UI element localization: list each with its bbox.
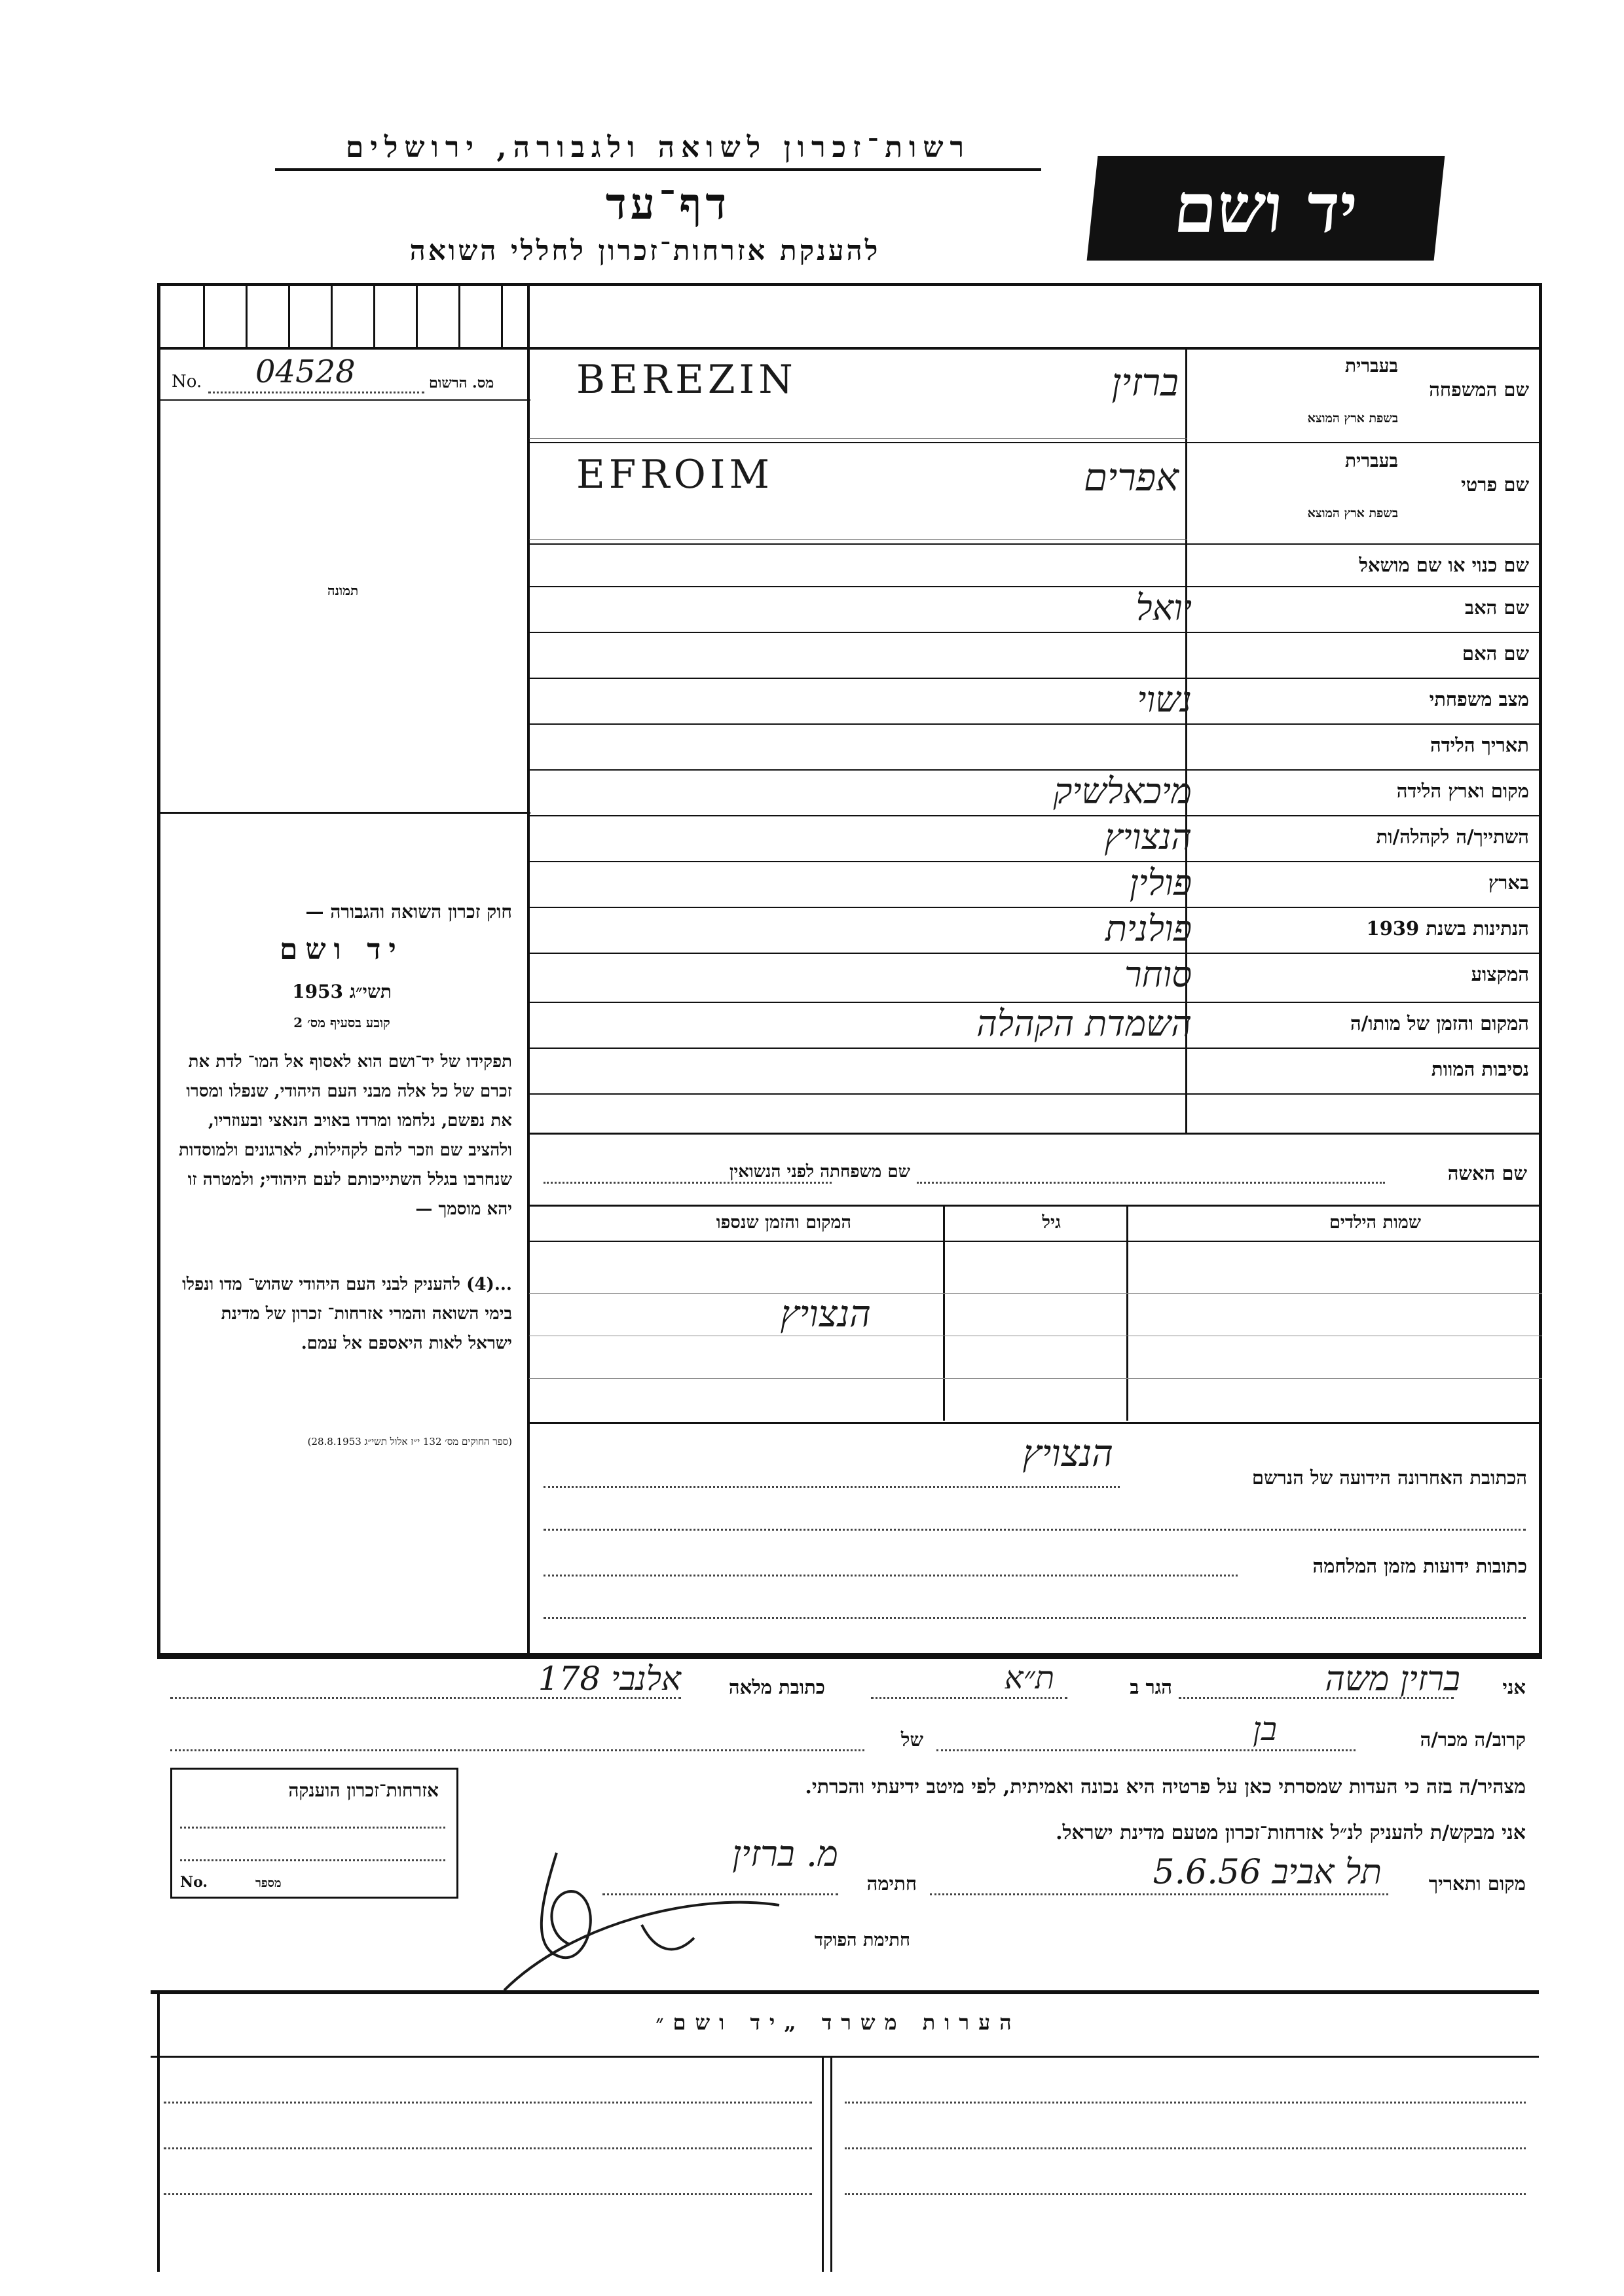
declarant-i-label: אני: [1502, 1676, 1526, 1698]
last-address-value: הנצויץ: [1022, 1432, 1113, 1475]
declaration-text: מצהיר/ה בזה כי העדות שמסרתי כאן על פרטיה היא נכונה ואמיתית, לפי מיטב ידיעתי והכרתי.: [805, 1776, 1526, 1798]
registration-number: 04528: [255, 354, 356, 390]
field-label: נסיבות המוות: [1431, 1058, 1529, 1080]
form-subtitle: להענקת אזרחות־זכרון לחללי השואה: [409, 234, 881, 266]
field-sublabel-origin-language: בשפת ארץ המוצא: [1307, 411, 1398, 426]
office-notes-title: הערות משרד „יד ושם״: [655, 2010, 1021, 2035]
declarant-address: אלנבי 178: [538, 1660, 681, 1698]
field-value: סוחר: [1124, 954, 1192, 995]
field-label: מצב משפחתי: [1429, 688, 1529, 710]
relative-label: קרוב/ה מכר/ה: [1420, 1728, 1526, 1751]
law-year: תשי״ג 1953: [292, 981, 392, 1002]
field-value: יואל: [1135, 587, 1192, 629]
field-label: שם האב: [1464, 596, 1529, 619]
registration-label: מס. הרשום: [429, 374, 494, 392]
law-name: יד ושם: [280, 933, 404, 966]
field-value: נשוי: [1137, 679, 1192, 720]
field-label: בארץ: [1488, 871, 1529, 894]
of-label: של: [900, 1728, 923, 1751]
field-label: המקום והזמן של מותו/ה: [1350, 1012, 1529, 1034]
wife-maiden-label: שם משפחתה לפני הנשואין: [729, 1162, 910, 1182]
request-text: אני מבקש/ת להעניק לנ״ל אזרחות־זכרון מטעם מדינת ישראל.: [1056, 1821, 1526, 1844]
field-label: תאריך הלידה: [1430, 734, 1529, 756]
field-value-hebrew: ברזין: [1111, 360, 1179, 405]
place-date-value: תל אביב 5.6.56: [1153, 1853, 1382, 1892]
law-footnote: (ספר החוקים מס׳ 132 י״ז אלול תשי״ג 28.8.1953): [307, 1436, 512, 1448]
children-age-header: גיל: [1042, 1212, 1061, 1233]
field-value-latin: EFROIM: [576, 452, 773, 498]
officer-signature-scribble: [478, 1827, 819, 2036]
declarant-signature: מ. ברזין: [732, 1833, 838, 1874]
authority-heading: רשות־זכרון לשואה ולגבורה, ירושלים: [275, 131, 1041, 171]
field-value: פולין: [1129, 862, 1192, 903]
citizenship-title: אזרחות־זכרון הוענקה: [288, 1779, 439, 1801]
yad-vashem-logo: יד ושם: [1087, 156, 1445, 261]
field-value: הנצויץ: [1104, 816, 1192, 858]
declarant-name: ברזין משה: [1325, 1660, 1460, 1699]
photo-label: תמונה: [327, 583, 359, 598]
field-label: הנתינות בשנת 1939: [1366, 917, 1529, 939]
field-label: שם האם: [1462, 642, 1529, 665]
law-title: חוק זכרון השואה והגבורה —: [305, 901, 512, 922]
citizenship-no-label: No.: [180, 1874, 208, 1891]
signature-label: חתימה: [866, 1872, 917, 1895]
field-label: השתייך/ה לקהלה/ות: [1376, 826, 1529, 848]
field-label: המקצוע: [1471, 963, 1529, 985]
field-label: מקום וארץ הלידה: [1396, 780, 1529, 802]
law-text-1: תפקידו של יד־ושם הוא לאסוף אל המו־ לדת את זכרם של כל אלה מבני העם היהודי, שנפלו ומסרו את נפשם, נלחמו ומרדו באויב הנאצי ובעוזריו, ולהציב שם וזכר להם לקהילות, לארגונים ולמוסדות שנחרבו בגלל השתייכותם לעם היהודי; ולמטרה זו יהא מוסמך —: [178, 1052, 512, 1219]
field-value-hebrew: אפרים: [1083, 455, 1179, 500]
field-label: שם כנוי או שם מושאל: [1359, 554, 1529, 576]
place-date-label: מקום ותאריך: [1428, 1872, 1526, 1895]
registration-no-label: No.: [172, 372, 202, 392]
field-value: פולנית: [1105, 908, 1192, 949]
field-label: שם פרטי: [1461, 473, 1529, 496]
last-address-label: הכתובת האחרונה הידועה של הנרשם: [1251, 1467, 1527, 1489]
officer-signature-label: חתימת הפוקד: [815, 1930, 910, 1950]
declarant-lives-label: הגר ב: [1130, 1676, 1172, 1698]
field-value: השמדת הקהלה: [976, 1003, 1192, 1044]
citizenship-number-label: מספר: [255, 1876, 282, 1890]
wife-label: שם האשה: [1447, 1162, 1527, 1184]
wartime-address-label: כתובות ידועות מזמן המלחמה: [1312, 1555, 1527, 1577]
declarant-city: ת״א: [1004, 1660, 1054, 1696]
full-address-label: כתובת מלאה: [728, 1676, 825, 1698]
form-title: דף־עד: [605, 178, 731, 229]
field-value: מיכאלשיק: [1053, 771, 1192, 812]
law-text-2: ...(4) להעניק לבני העם היהודי שהוש־ מדו ונפלו בימי השואה והמרי אזרחות־ זכרון של מדינת ישראל לאות היאספם אל עמם.: [182, 1275, 512, 1353]
children-place-header: המקום והזמן שנספו: [716, 1212, 851, 1233]
field-value-latin: BEREZIN: [576, 357, 797, 403]
field-sublabel-origin-language: בשפת ארץ המוצא: [1307, 506, 1398, 520]
field-sublabel-hebrew: בעברית: [1344, 450, 1398, 471]
field-sublabel-hebrew: בעברית: [1344, 355, 1398, 376]
children-place-value: הנצויץ: [780, 1293, 871, 1336]
children-names-header: שמות הילדים: [1329, 1212, 1421, 1233]
law-clause: קובע בסעיף מס׳ 2: [293, 1015, 390, 1030]
relation-value: בן: [1253, 1710, 1277, 1748]
field-label: שם המשפחה: [1429, 378, 1529, 401]
